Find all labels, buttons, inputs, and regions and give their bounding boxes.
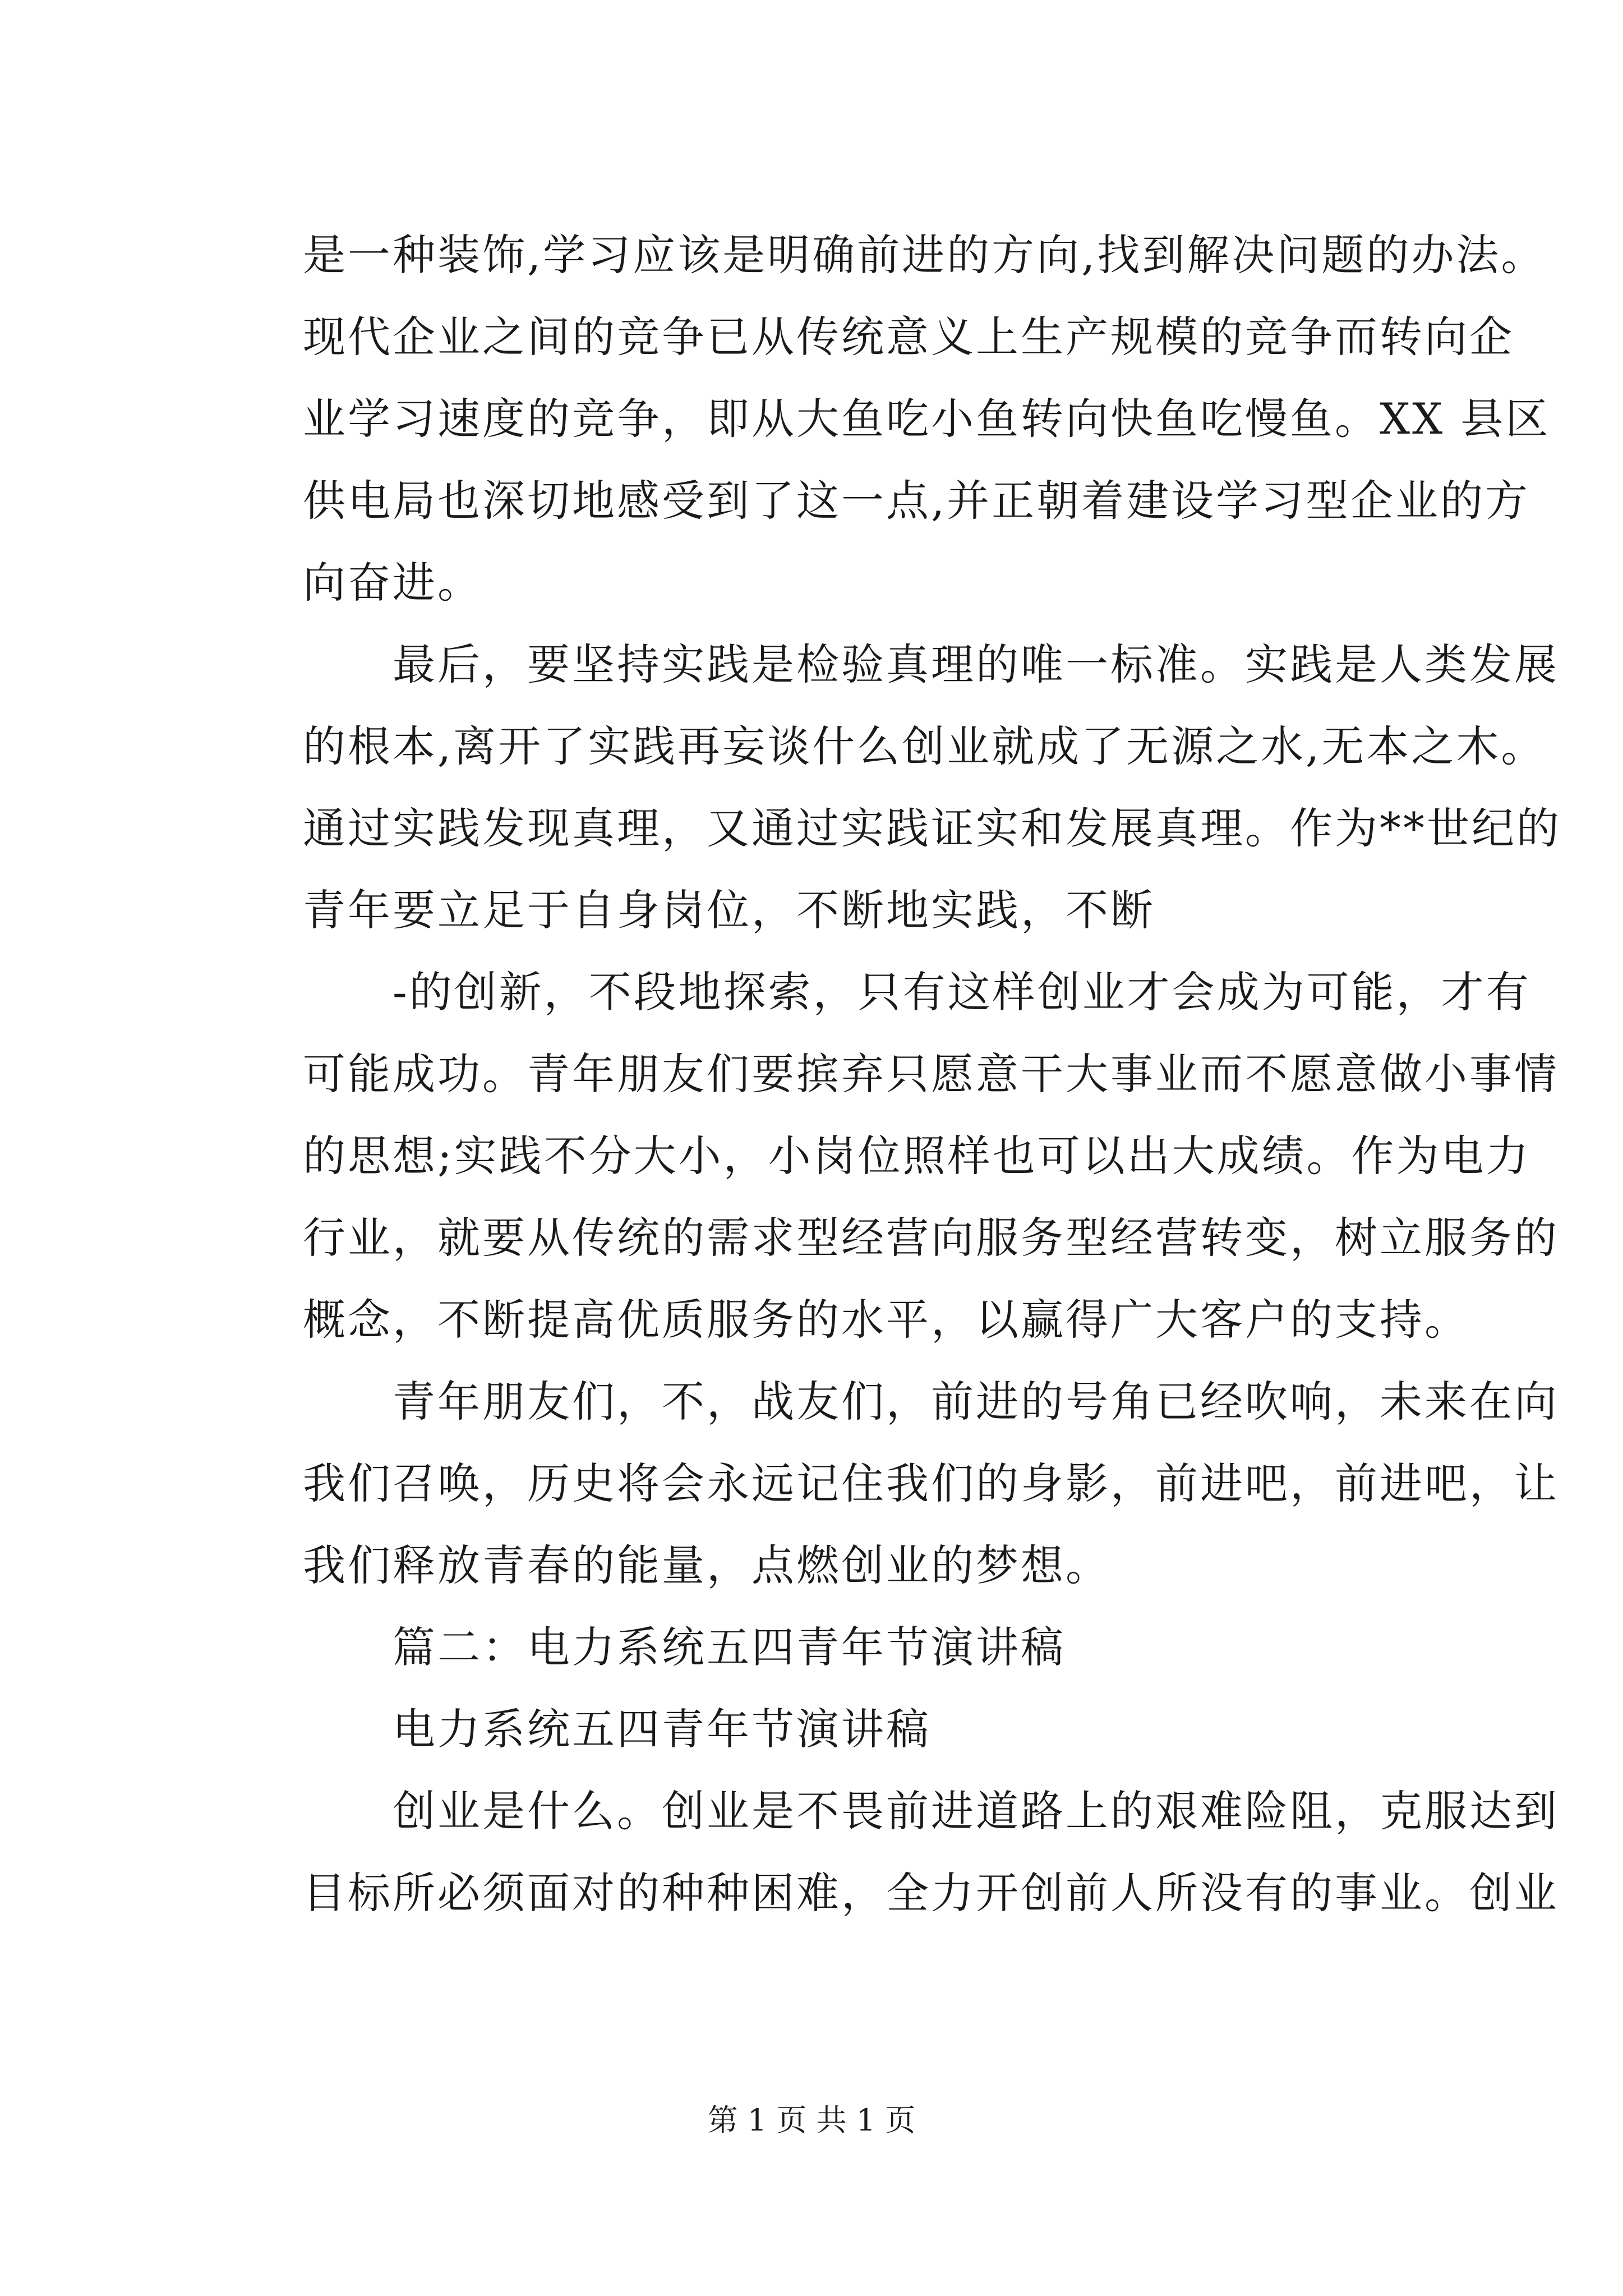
text-line: 可能成功。青年朋友们要摈弃只愿意干大事业而不愿意做小事情 [303, 1049, 1559, 1099]
text-line: 概念，不断提高优质服务的水平，以赢得广大客户的支持。 [303, 1295, 1469, 1345]
text-line: 是一种装饰,学习应该是明确前进的方向,找到解决问题的办法。 [303, 230, 1546, 280]
text-line: 我们召唤，历史将会永远记住我们的身影，前进吧，前进吧，让 [303, 1458, 1559, 1508]
paragraph-start: 青年朋友们，不，战友们，前进的号角已经吹响，未来在向 [393, 1377, 1559, 1427]
section-heading: 篇二：电力系统五四青年节演讲稿 [393, 1622, 1066, 1672]
text-line: 行业，就要从传统的需求型经营向服务型经营转变，树立服务的 [303, 1213, 1559, 1263]
paragraph-start: 创业是什么。创业是不畏前进道路上的艰难险阻，克服达到 [393, 1786, 1559, 1836]
text-line: 通过实践发现真理，又通过实践证实和发展真理。作为**世纪的 [303, 803, 1561, 853]
text-line: 青年要立足于自身岗位，不断地实践，不断 [303, 885, 1155, 935]
text-line: 业学习速度的竞争，即从大鱼吃小鱼转向快鱼吃慢鱼。XX 县区 [303, 394, 1551, 444]
text-line: 的根本,离开了实践再妄谈什么创业就成了无源之水,无本之木。 [303, 721, 1546, 771]
page-footer: 第 1 页 共 1 页 [707, 2102, 916, 2138]
text-line: 现代企业之间的竞争已从传统意义上生产规模的竞争而转向企 [303, 312, 1514, 362]
text-line: 向奋进。 [303, 558, 482, 608]
speech-title: 电力系统五四青年节演讲稿 [393, 1704, 931, 1754]
text-line: 的思想;实践不分大小，小岗位照样也可以出大成绩。作为电力 [303, 1131, 1531, 1181]
paragraph-start: -的创新，不段地探索，只有这样创业才会成为可能，才有 [393, 967, 1531, 1017]
text-line: 我们释放青春的能量，点燃创业的梦想。 [303, 1540, 1110, 1590]
paragraph-start: 最后，要坚持实践是检验真理的唯一标准。实践是人类发展 [393, 639, 1559, 689]
text-line: 目标所必须面对的种种困难，全力开创前人所没有的事业。创业 [303, 1868, 1559, 1918]
text-line: 供电局也深切地感受到了这一点,并正朝着建设学习型企业的方 [303, 476, 1530, 526]
